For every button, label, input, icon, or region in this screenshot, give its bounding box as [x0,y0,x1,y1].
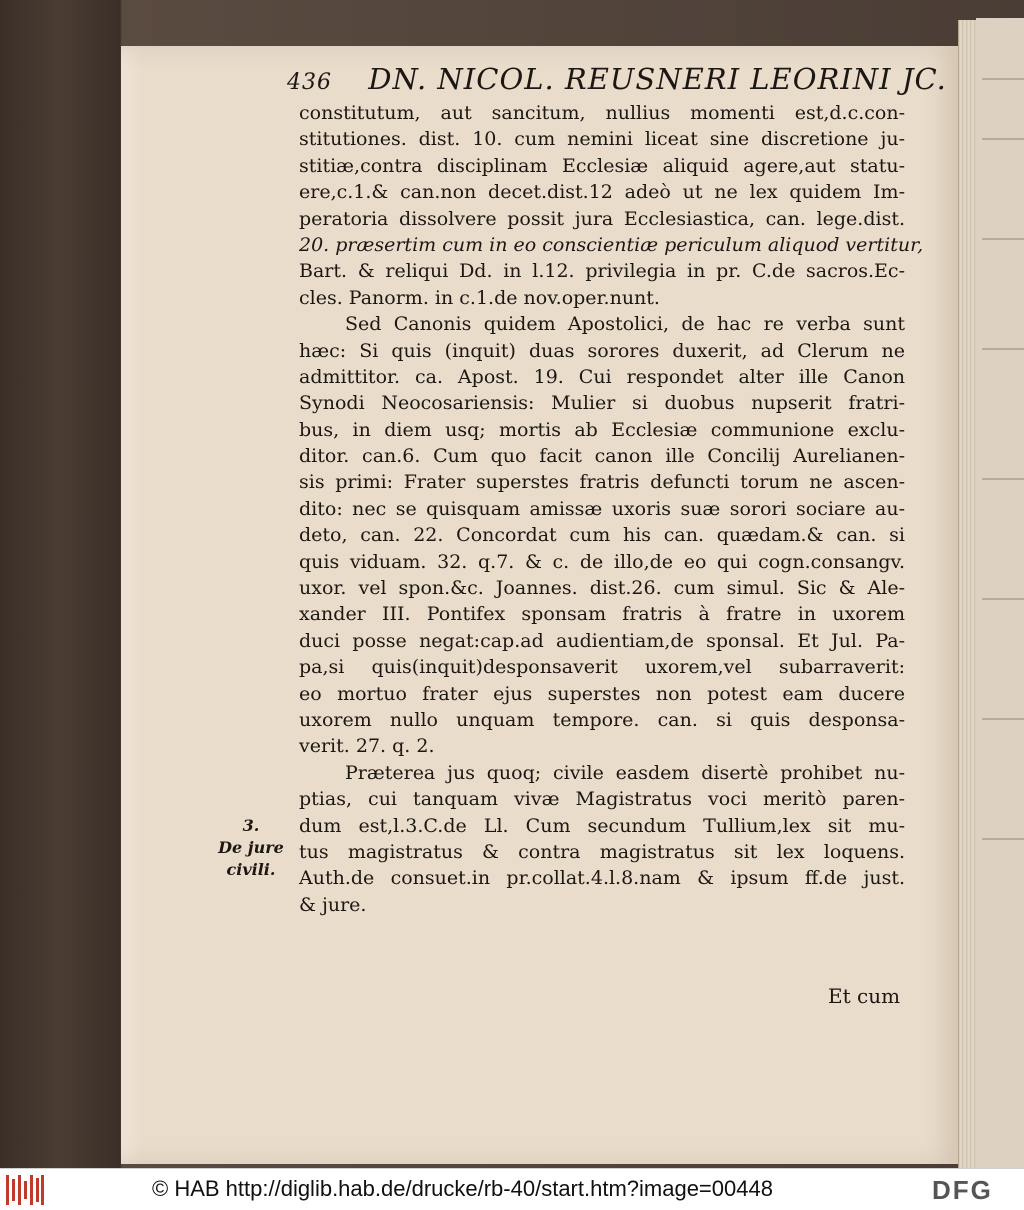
running-header [287,62,947,98]
margin-note-line: De jure [218,838,284,857]
text-line: duci posse negat:cap.ad audientiam,de sponsal. Et Jul. Pa- [299,629,905,652]
text-line: admittitor. ca. Apost. 19. Cui respondet alter ille Canon [299,365,905,388]
text-line: stitutiones. dist. 10. cum nemini liceat sine discretione ju- [299,128,905,151]
hab-logo-icon [6,1175,44,1205]
footer-link[interactable]: © HAB http://diglib.hab.de/drucke/rb-40/start.htm?image=00448 [152,1176,773,1201]
text-line: deto, can. 22. Concordat cum his can. quædam.& can. si [299,524,905,547]
text-line: cles. Panorm. in c.1.de nov.oper.nunt. [299,286,660,309]
text-line: Bart. & reliqui Dd. in l.12. privilegia in pr. C.de sacros.Ec- [299,260,905,283]
text-line: dum est,l.3.C.de Ll. Cum secundum Tullium,lex sit mu- [299,814,905,837]
margin-note-number: 3. [242,816,260,835]
margin-note-line: civili. [226,860,276,879]
text-line: sis primi: Frater superstes fratris defuncti torum ne ascen- [299,471,905,494]
page-number: 436 [287,70,332,95]
body-text [299,100,924,918]
text-line: tus magistratus & contra magistratus sit lex loquens. [299,840,905,863]
text-line: uxor. vel spon.&c. Joannes. dist.26. cum simul. Sic & Ale- [299,577,905,600]
text-line: pa,si quis(inquit)desponsaverit uxorem,vel subarraverit: [299,656,905,679]
text-line: xander III. Pontifex sponsam fratris à fratre in uxorem [299,603,905,626]
text-line: Synodi Neocosariensis: Mulier si duobus nupserit fratri- [299,392,905,415]
text-line: bus, in diem usq; mortis ab Ecclesiæ communione exclu- [299,418,905,441]
running-title: DN. NICOL. REUSNERI LEORINI JC. [368,62,947,96]
page-edges [958,20,977,1168]
text-line: 20. præsertim cum in eo conscientiæ periculum aliquod vertitur, [299,233,924,256]
text-line: ere,c.1.& can.non decet.dist.12 adeò ut ne lex quidem Im- [299,181,905,204]
text-line: ptias, cui tanquam vivæ Magistratus voci meritò paren- [299,788,905,811]
catchword: Et cum [828,984,901,1008]
text-line: ditor. can.6. Cum quo facit canon ille Concilij Aurelianen- [299,445,905,468]
text-line: peratoria dissolvere possit jura Ecclesiastica, can. lege.dist. [299,207,905,230]
text-line: Auth.de consuet.in pr.collat.4.l.8.nam & ipsum ff.de just. [299,867,905,890]
text-line: hæc: Si quis (inquit) duas sorores duxerit, ad Clerum ne [299,339,905,362]
text-line: Sed Canonis quidem Apostolici, de hac re verba sunt [345,313,905,336]
text-line: constitutum, aut sancitum, nullius momenti est,d.c.con- [299,102,905,124]
text-line: dito: nec se quisquam amissæ uxoris suæ sorori sociare au- [299,497,905,520]
text-line: stitiæ,contra disciplinam Ecclesiæ aliquid agere,aut statu- [299,154,905,177]
footer-bar [0,1168,1024,1210]
next-page-sliver [976,18,1024,1168]
text-line: quis viduam. 32. q.7. & c. de illo,de eo qui cogn.consangv. [299,550,905,573]
text-line: Præterea jus quoq; civile easdem disertè prohibet nu- [345,761,905,784]
margin-note [216,815,286,881]
text-line: uxorem nullo unquam tempore. can. si quis desponsa- [299,708,905,731]
dfg-logo: DFG [932,1175,993,1205]
text-line: verit. 27. q. 2. [299,735,435,758]
text-line: & jure. [299,893,367,916]
text-line: eo mortuo frater ejus superstes non potest eam ducere [299,682,905,705]
